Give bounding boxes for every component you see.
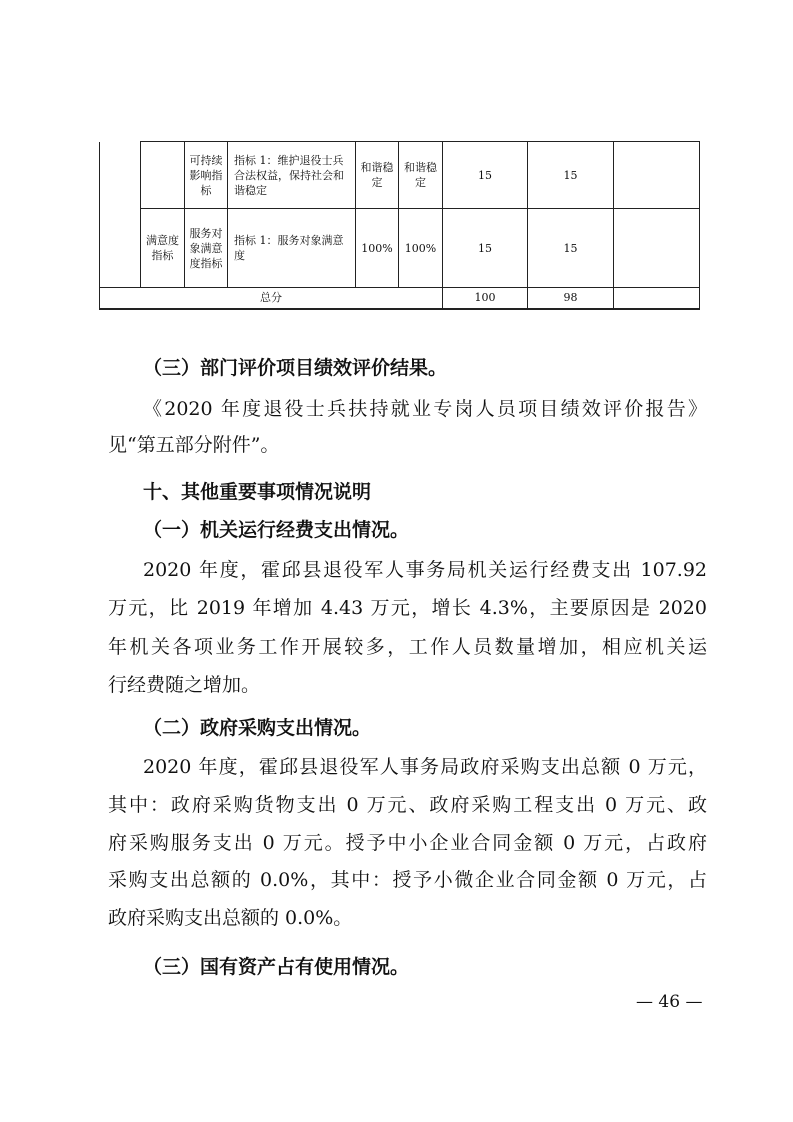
table-row xyxy=(100,209,700,288)
table-cell: 和谐稳定 xyxy=(399,142,443,209)
total-score: 98 xyxy=(528,288,614,309)
paragraph-line: 见“第五部分附件”。 xyxy=(108,434,280,456)
paragraph-line: 府采购服务支出 0 万元。授予中小企业合同金额 0 万元，占政府 xyxy=(108,832,707,854)
paragraph-line: 采购支出总额的 0.0%，其中：授予小微企业合同金额 0 万元，占 xyxy=(108,869,707,891)
table-cell xyxy=(100,142,141,288)
total-label: 总分 xyxy=(100,288,443,309)
section-heading: 十、其他重要事项情况说明 xyxy=(143,481,372,503)
page-number: — 46 — xyxy=(636,992,703,1012)
paragraph-line: 其中：政府采购货物支出 0 万元、政府采购工程支出 0 万元、政 xyxy=(108,794,707,816)
paragraph-line: 行经费随之增加。 xyxy=(108,674,261,696)
section-heading: （三）国有资产占有使用情况。 xyxy=(143,956,410,978)
table-cell xyxy=(614,142,700,209)
table-cell xyxy=(141,142,185,209)
paragraph-line: 2020 年度，霍邱县退役军人事务局机关运行经费支出 107.92 xyxy=(143,559,707,581)
table-cell: 100% xyxy=(399,209,443,288)
table-cell: 15 xyxy=(528,209,614,288)
table-cell: 15 xyxy=(528,142,614,209)
table-cell: 和谐稳定 xyxy=(356,142,399,209)
total-note xyxy=(614,288,700,309)
paragraph-line: 年机关各项业务工作开展较多，工作人员数量增加，相应机关运 xyxy=(108,636,707,658)
table-cell: 可持续影响指标 xyxy=(185,142,228,209)
section-heading: （二）政府采购支出情况。 xyxy=(143,717,372,739)
table-cell: 满意度指标 xyxy=(141,209,185,288)
table-cell: 15 xyxy=(443,142,528,209)
table-row xyxy=(100,142,700,209)
table-cell: 指标 1：服务对象满意度 xyxy=(228,209,356,288)
paragraph-line: 政府采购支出总额的 0.0%。 xyxy=(108,907,353,929)
total-weight: 100 xyxy=(443,288,528,309)
paragraph-line: 万元，比 2019 年增加 4.43 万元，增长 4.3%，主要原因是 2020 xyxy=(108,597,707,619)
paragraph-line: 《2020 年度退役士兵扶持就业专岗人员项目绩效评价报告》 xyxy=(143,398,707,420)
paragraph-line: 2020 年度，霍邱县退役军人事务局政府采购支出总额 0 万元， xyxy=(143,756,707,778)
table-cell: 15 xyxy=(443,209,528,288)
table-cell: 指标 1：维护退役士兵合法权益，保持社会和谐稳定 xyxy=(228,142,356,209)
table-cell: 100% xyxy=(356,209,399,288)
performance-table xyxy=(99,141,700,310)
table-cell xyxy=(614,209,700,288)
table-cell: 服务对象满意度指标 xyxy=(185,209,228,288)
section-heading: （一）机关运行经费支出情况。 xyxy=(143,519,410,541)
table-total-row xyxy=(100,288,700,309)
section-heading: （三）部门评价项目绩效评价结果。 xyxy=(143,357,448,379)
